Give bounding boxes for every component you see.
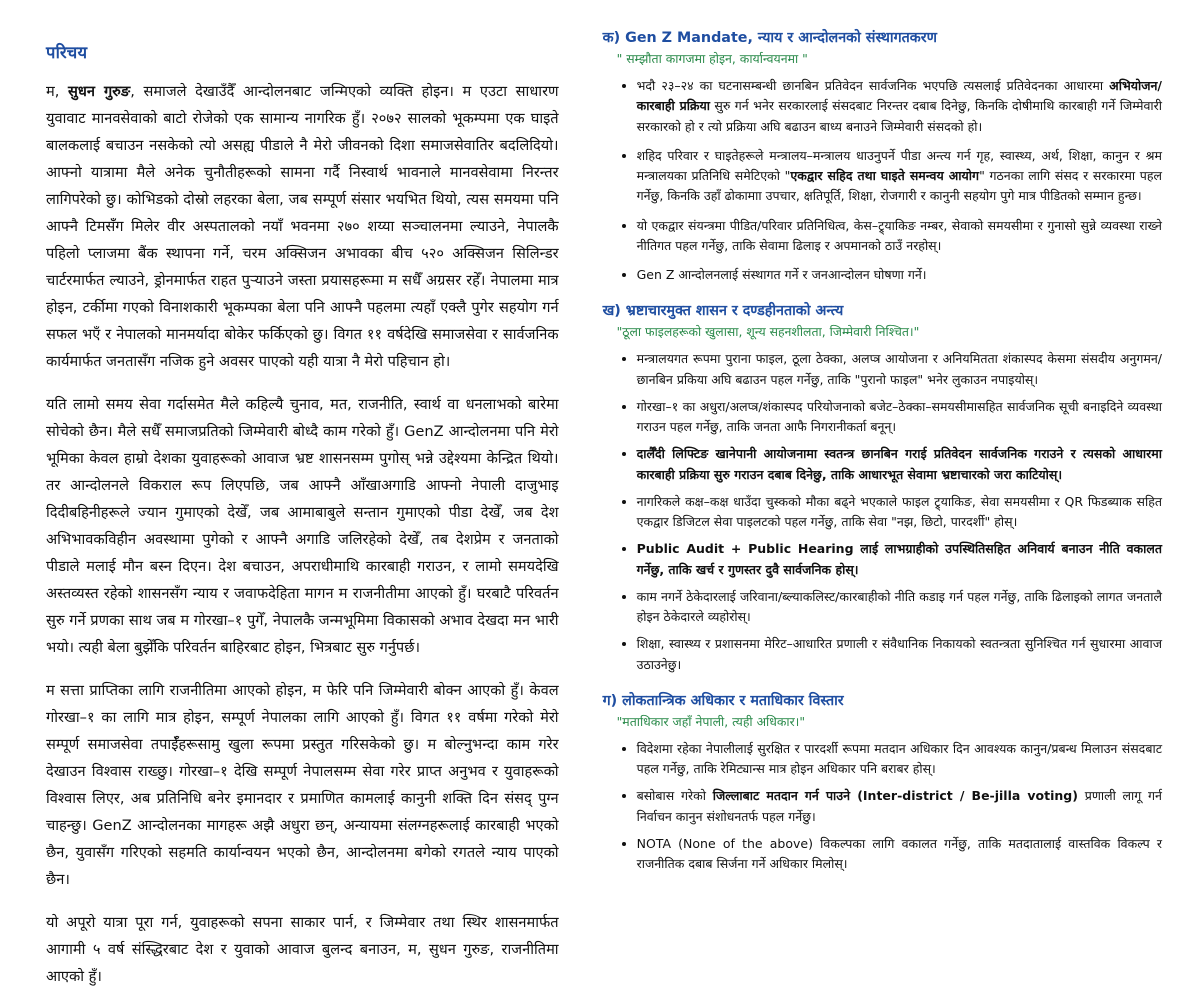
section-a-list: [603, 76, 1168, 285]
right-column: [573, 28, 1176, 871]
list-item: • Public Audit + Public Hearing लाई लाभग्राहीको उपस्थितिसहित अनिवार्य बनाउन नीति वकालत गर्नेछु, ताकि खर्च र गुणस्तर दुवै सार्वजनिक होस्।: [637, 539, 1168, 580]
list-item: • बसोबास गरेको जिल्लाबाट मतदान गर्न पाउने (Inter-district / Be-jilla voting) प्रणाली लागू गर्न निर्वाचन कानुन संशोधनतर्फ पहल गर्नेछु।: [637, 786, 1168, 827]
list-item: • शिक्षा, स्वास्थ्य र प्रशासनमा मेरिट–आधारित प्रणाली र संवैधानिक निकायको स्वतन्त्रता सुनिश्चित गर्न सुधारमा आवाज उठाउनेछु।: [637, 634, 1168, 675]
list-item: • Gen Z आन्दोलनलाई संस्थागत गर्ने र जनआन्दोलन घोषणा गर्ने।: [637, 265, 1168, 285]
list-item: • NOTA (None of the above) विकल्पका लागि वकालत गर्नेछु, ताकि मतदातालाई वास्तविक विकल्प र राजनीतिक दबाब सिर्जना गर्ने अधिकार मिलोस्।: [637, 834, 1168, 875]
list-item: • यो एकद्वार संयन्त्रमा पीडित/परिवार प्रतिनिधित्व, केस–ट्र्याकिङ नम्बर, सेवाको समयसीमा र गुनासो सुन्ने व्यवस्था राख्ने नीतिगत पहल गर्नेछु, ताकि सेवामा ढिलाइ र अपमानको ठाउँ नरहोस्।: [637, 216, 1168, 257]
section-b-list: [603, 349, 1168, 675]
intro-paragraph-2: यति लामो समय सेवा गर्दासमेत मैले कहिल्यै चुनाव, मत, राजनीति, स्वार्थ वा धनलाभको बारेमा सोचेको छैन। मैले सधैँ समाजप्रतिको जिम्मेवारी बोध्दै काम गरेको हुँ। GenZ आन्दोलनमा पनि मेरो भूमिका केवल हाम्रो देशका युवाहरूको आवाज भ्रष्ट शासनसम्म पुगोस् भन्ने उद्देश्यमा केन्द्रित थियो। तर आन्दोलनले विकराल रूप लिएपछि, जब आफ्नै आँखाअगाडि आफ्नो नेपाली दाजुभाइ दिदीबहिनीहरूले ज्यान गुमाएको देखेँ, जब आमाबाबुले सन्तान गुमाएको पीडा देखेँ, जब देश अभिभावकविहीन अवस्थामा पुगेको र आफ्नै अगाडि जलिरहेको देखेँ, तब देशप्रेम र जनताको पीडाले मलाई मौन बस्न दिएन। देश बचाउन, अपराधीमाथि कारबाही गराउन, र लामो समयदेखि अस्तव्यस्त रहेको शासनसँग न्याय र जवाफदेहिता मागन म राजनीतीमा आएको हुँ। घरबाटै परिवर्तन सुरु गर्ने प्रणका साथ जब म गोरखा–१ पुगेँ, नेपालकै जन्मभूमिमा विकासको अभाव देखदा मन भारी भयो। त्यही बेला बुझेँकि परिवर्तन बाहिरबाट होइन, भित्रबाट सुरु गर्नुपर्छ।: [46, 395, 559, 656]
page-title: परिचय: [46, 43, 88, 62]
intro-paragraph-4: यो अपूरो यात्रा पूरा गर्न, युवाहरूको सपना साकार पार्न, र जिम्मेवार तथा स्थिर शासनमार्फत आगामी ५ वर्ष संस्द्धिरबाट देश र युवाको आवाज बुलन्द बनाउन, म, सुधन गुरुङ, राजनीतिमा आएको हुँ।: [46, 913, 559, 985]
list-item: • विदेशमा रहेका नेपालीलाई सुरक्षित र पारदर्शी रूपमा मतदान अधिकार दिन आवश्यक कानुन/प्रबन्ध मिलाउन संसदबाट पहल गर्नेछु, ताकि रेमिट्यान्स मात्र होइन अधिकार पनि बराबर होस्।: [637, 739, 1168, 780]
intro-paragraph-1: म, सुधन गुरुङ, समाजले देखाउँदैँ आन्दोलनबाट जन्मिएको व्यक्ति होइन। म एउटा साधारण युवावाट मानवसेवाको बाटो रोजेको एक सामान्य नागरिक हुँ। २०७२ सालको भूकम्पमा एक घाइते बालकलाई बचाउन नसकेको त्यो असह्य पीडाले नै मेरो जीवनको दिशा समाजसेवातिर बदलिदियो।आफ्नो यात्रामा मैले अनेक चुनौतीहरूको सामना गर्दै निस्वार्थ भावनाले मानवसेवामा निरन्तर लागिपरेको छु। कोभिडको दोस्रो लहरका बेला, जब सम्पूर्ण संसार भयभित थियो, त्यस समयमा पनि आफ्नै टिमसँँग मिलेर वीर अस्पतालको नयाँ भवनमा २७० शय्या सञ्चालनमा ल्याउने, नेपालकै पहिलो प्लाजमा बैंक स्थापना गर्ने, चरम अक्सिजन अभावका बीच ५२० अक्सिजन सिलिन्डर चार्टरमार्फत ल्याउने, ड्रोनमार्फत राहत पुर्‍याउने जस्ता प्रयासहरूमा म सधैँ अग्रसर रहेँ। नेपालमा मात्र होइन, टर्कीमा गएको विनाशकारी भूकम्पका बेला पनि आफ्नै पहलमा त्यहाँ एक्लै पुगेर सहयोग गर्न सफल भएँ र नेपालको मानमर्यादा बोकेर फर्किएको छु। विगत ११ वर्षदेखि समाजसेवा र सार्वजनिक कार्यमार्फत जनतासँग नजिक हुने अवसर पाएको यही यात्रा नै मेरो पहिचान हो।: [46, 83, 559, 370]
section-c-heading: ग) लोकतान्त्रिक अधिकार र मताधिकार विस्तार: [602, 692, 844, 709]
intro-paragraph-3: म सत्ता प्राप्तिका लागि राजनीतिमा आएको होइन, म फेरि पनि जिम्मेवारी बोक्न आएको हुँ। केवल गोरखा–१ का लागि मात्र होइन, सम्पूर्ण नेपालका लागि आएको हुँ। विगत ११ वर्षमा गरेको मेरो सम्पूर्ण समाजसेवा तपाईँहरूसामु खुला रूपमा प्रस्तुत गरिसकेको छु। म बोल्नुभन्दा काम गरेर देखाउन विश्वास राख्छु। गोरखा–१ देखि सम्पूर्ण नेपालसम्म सेवा गरेर प्राप्त अनुभव र युवाहरूको विश्वास लिएर, अब प्रतिनिधि बनेर इमानदार र प्रमाणित कामलाई कानुनी शक्ति दिन संसद् पुग्न चाहन्छु। GenZ आन्दोलनका मागहरू अझै अधुरा छन्, अन्यायमा संलग्नहरूलाई कारबाही भएको छैन, युवासँग गरिएको सहमति कार्यान्वयन भएको छैन, आन्दोलनमा बगेको रगतले न्याय पाएको छैन।: [46, 681, 559, 888]
left-column: [24, 28, 573, 985]
section-gen-z-mandate: [603, 28, 1168, 285]
section-a-subheading: " सम्झौता कागजमा होइन, कार्यान्वयनमा ": [616, 51, 808, 66]
section-b-heading: ख) भ्रष्टाचारमुक्त शासन र दण्डहीनताको अन्त्य: [602, 303, 844, 320]
section-a-heading: क) Gen Z Mandate, न्याय र आन्दोलनको संस्थागतकरण: [602, 30, 937, 46]
list-item: • मन्त्रालयगत रूपमा पुराना फाइल, ठूला ठेक्का, अलप्त्र आयोजना र अनियमितता शंकास्पद केसमा संसदीय अनुगमन/छानबिन प्रकिया अघि बढाउन पहल गर्नेछु, ताकि "पुरानो फाइल" भनेर लुकाउन नपाइयोस्।: [637, 349, 1168, 390]
list-item: • नागरिकले कक्ष–कक्ष धाउँदा चुस्कको मौका बढ्ने भएकाले फाइल ट्र्याकिङ, सेवा समयसीमा र QR फिडब्याक सहित एकद्वार डिजिटल सेवा पाइलटको पहल गर्नेछु, ताकि सेवा "नझ, छिटो, पारदर्शी" होस्।: [637, 492, 1168, 533]
section-c-list: [603, 739, 1168, 875]
section-democratic-rights: [603, 691, 1168, 875]
list-item: • भदौ २३–२४ का घटनासम्बन्धी छानबिन प्रतिवेदन सार्वजनिक भएपछि त्यसलाई प्रतिवेदनका आधारमा अभियोजन/कारबाही प्रक्रिया सुरु गर्न भनेर सरकारलाई संसदबाट निरन्तर दबाब दिनेछु, किनकि दोषीमाथि कारबाही गर्ने जिम्मेवारी सरकारको हो र त्यो प्रक्रिया अघि बढाउन बाध्य बनाउने जिम्मेवारी संसदको हो।: [637, 76, 1168, 137]
section-b-subheading: "ठूला फाइलहरूको खुलासा, शून्य सहनशीलता, जिम्मेवारी निश्चित।": [616, 324, 920, 340]
list-item: • शहिद परिवार र घाइतेहरूले मन्त्रालय–मन्त्रालय धाउनुपर्ने पीडा अन्त्य गर्न गृह, स्वास्थ्य, अर्थ, शिक्षा, कानुन र श्रम मन्त्रालयका प्रतिनिधि समेटिएको "एकद्वार सहिद तथा घाइते समन्वय आयोग" गठनका लागि संसद र सरकारमा पहल गर्नेछु, किनकि उहाँ ढोकामाा उपचार, क्षतिपूर्ति, शिक्षा, रोजगारी र कानुनी सहयोग पुगे मात्र पीडितको सम्मान हुन्छ।: [637, 146, 1168, 207]
section-c-subheading: "मताधिकार जहाँ नेपाली, त्यही अधिकार।": [616, 713, 806, 729]
list-item: • काम नगर्ने ठेकेदारलाई जरिवाना/ब्ल्याकलिस्ट/कारबाहीको नीति कडाइ गर्न पहल गर्नेछु, ताकि ढिलाइको लागत जनतालै होइन ठेकेदारले व्यहोरोस्।: [637, 587, 1168, 628]
section-anti-corruption: [603, 301, 1168, 675]
list-item: • दार्लैँदी लिफ्टिङ खानेपानी आयोजनामा स्वतन्त्र छानबिन गराई प्रतिवेदन सार्वजनिक गराउने र त्यसको आधारमा कारबाही प्रक्रिया सुरु गराउन दबाब दिनेछु, ताकि आधारभूत सेवामा भ्रष्टाचारको जरा काटियोस्।: [637, 444, 1168, 485]
list-item: • गोरखा–१ का अधुरा/अलप्त्र/शंकास्पद परियोजनाको बजेट–ठेक्का–समयसीमासहित सार्वजनिक सूची बनाइदिने व्यवस्था गराउन पहल गर्नेछु, ताकि जनता आफै निगरानीकर्ता बनून्।: [637, 397, 1168, 438]
